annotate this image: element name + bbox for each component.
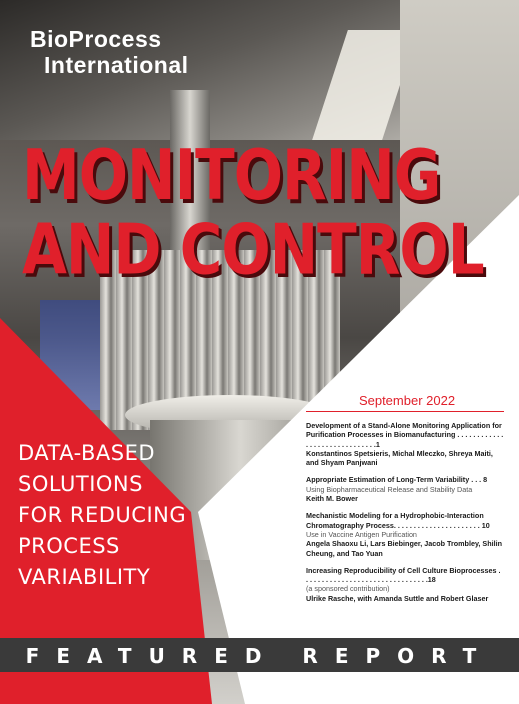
issue-date: September 2022 bbox=[358, 393, 456, 408]
toc-entry-title: Mechanistic Modeling for a Hydrophobic-Interaction Chromatography Process. . . . . . . . . . . . . . . . . . . . . . 10 bbox=[306, 511, 490, 530]
toc-entry-authors: Keith M. Bower bbox=[306, 494, 358, 504]
divider bbox=[306, 411, 504, 412]
subtitle-line: SOLUTIONS bbox=[18, 472, 143, 496]
toc-entry-title: Appropriate Estimation of Long-Term Variability . . . 8 bbox=[306, 475, 488, 485]
feature-subtitle bbox=[18, 438, 186, 593]
headline-line-2: AND CONTROL bbox=[22, 208, 484, 291]
subtitle-line: DATA-BASED bbox=[18, 441, 156, 465]
toc-entry-title: Development of a Stand-Alone Monitoring Application for Purification Processes in Biomanufacturing . . . . . . . . . . . . . . . . . . . . . . . . . . . . . .1 bbox=[306, 421, 504, 449]
subtitle-line: FOR REDUCING bbox=[18, 503, 187, 527]
toc-entry-subtitle: Use in Vaccine Antigen Purification bbox=[306, 529, 417, 539]
toc-entry-authors: Ulrike Rasche, with Amanda Suttle and Robert Glaser bbox=[306, 593, 489, 603]
toc-entry-authors: Konstantinos Spetsieris, Michal Mleczko, Shreya Maiti, and Shyam Panjwani bbox=[306, 448, 493, 468]
headline-line-1: MONITORING bbox=[22, 134, 441, 216]
subtitle-line: PROCESS bbox=[18, 534, 120, 558]
subtitle-line: VARIABILITY bbox=[18, 565, 151, 589]
toc-entry-subtitle: Using Biopharmaceutical Release and Stability Data bbox=[306, 484, 473, 494]
brand-line-2: International bbox=[44, 52, 189, 78]
table-of-contents bbox=[306, 393, 504, 611]
toc-entry[interactable] bbox=[306, 566, 504, 603]
toc-entry-title: Increasing Reproducibility of Cell Culture Bioprocesses . . . . . . . . . . . . . . . . . . . . . . . . . . . . . . . .18 bbox=[306, 565, 501, 585]
toc-entry[interactable] bbox=[306, 421, 504, 467]
brand-logo bbox=[30, 26, 189, 78]
toc-entry[interactable] bbox=[306, 475, 504, 503]
headline bbox=[22, 134, 484, 291]
banner-label: FEATURED REPORT bbox=[25, 644, 494, 668]
toc-entry[interactable] bbox=[306, 511, 504, 557]
brand-line-1: BioProcess bbox=[30, 26, 162, 52]
toc-entry-authors: Angela Shaoxu Li, Lars Biebinger, Jacob Trombley, Shilin Cheung, and Tao Yuan bbox=[306, 539, 502, 558]
toc-entry-subtitle: (a sponsored contribution) bbox=[306, 584, 390, 594]
